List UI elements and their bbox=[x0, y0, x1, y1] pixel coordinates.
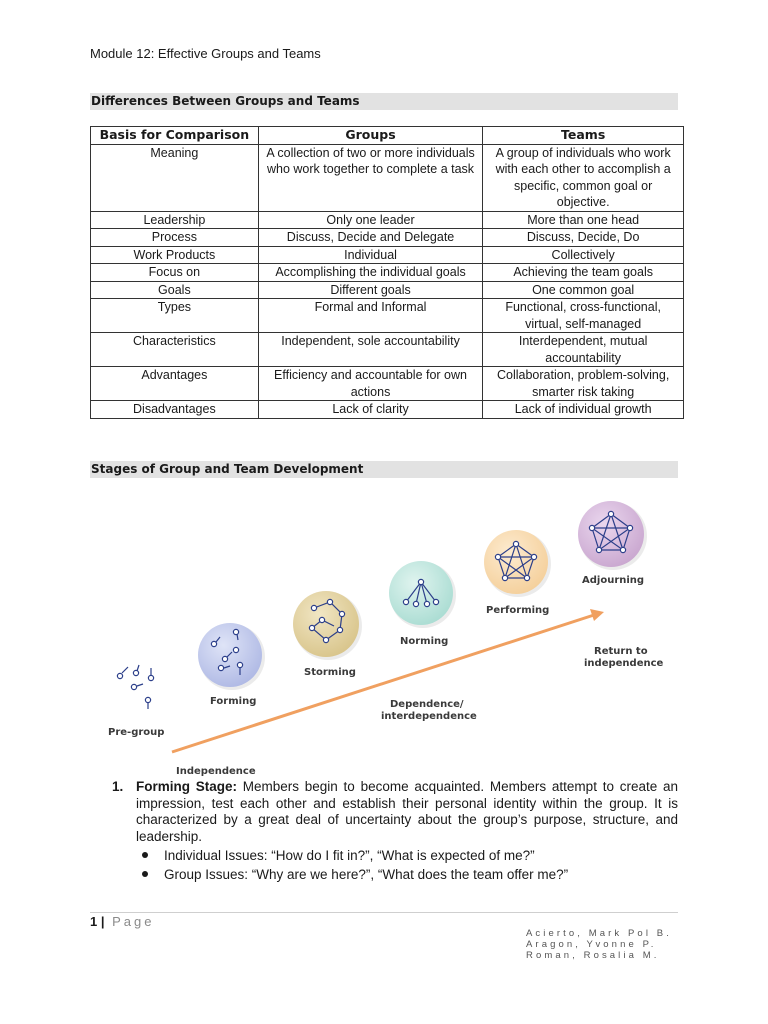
table-row bbox=[91, 229, 684, 247]
table-cell: Only one leader bbox=[258, 211, 483, 229]
author-line: Roman, Rosalia M. bbox=[526, 950, 660, 961]
stage-item-forming bbox=[112, 779, 678, 845]
table-row bbox=[91, 299, 684, 333]
table-cell: Disadvantages bbox=[91, 401, 259, 419]
table-row bbox=[91, 333, 684, 367]
bullet-icon bbox=[142, 871, 148, 877]
stage-number: 1. bbox=[112, 779, 124, 794]
norming-stage bbox=[389, 561, 456, 628]
label-forming: Forming bbox=[210, 696, 257, 707]
table-cell: Formal and Informal bbox=[258, 299, 483, 333]
table-cell: Meaning bbox=[91, 144, 259, 211]
table-cell: Discuss, Decide and Delegate bbox=[258, 229, 483, 247]
section-heading-differences: Differences Between Groups and Teams bbox=[90, 93, 678, 110]
table-row bbox=[91, 144, 684, 211]
section-heading-stages: Stages of Group and Team Development bbox=[90, 461, 678, 478]
team-development-diagram bbox=[90, 490, 684, 780]
table-cell: Collectively bbox=[483, 246, 684, 264]
table-cell: Advantages bbox=[91, 367, 259, 401]
table-header-basis: Basis for Comparison bbox=[91, 127, 259, 145]
bullet-list bbox=[142, 846, 568, 884]
table-header-groups: Groups bbox=[258, 127, 483, 145]
table-cell: Efficiency and accountable for own actions bbox=[258, 367, 483, 401]
table-header-row bbox=[91, 127, 684, 145]
table-row bbox=[91, 246, 684, 264]
table-cell: Lack of individual growth bbox=[483, 401, 684, 419]
table-cell: Characteristics bbox=[91, 333, 259, 367]
label-independence-return: independence bbox=[584, 658, 664, 669]
label-storming: Storming bbox=[304, 667, 356, 678]
table-cell: Functional, cross-functional, virtual, self-managed bbox=[483, 299, 684, 333]
table-header-teams: Teams bbox=[483, 127, 684, 145]
table-cell: Accomplishing the individual goals bbox=[258, 264, 483, 282]
label-performing: Performing bbox=[486, 605, 550, 616]
table-row bbox=[91, 401, 684, 419]
author-line: Aragon, Yvonne P. bbox=[526, 939, 657, 950]
table-cell: A group of individuals who work with each other to accomplish a specific, common goal or objective. bbox=[483, 144, 684, 211]
table-cell: Goals bbox=[91, 281, 259, 299]
performing-stage bbox=[484, 530, 551, 597]
table-cell: Interdependent, mutual accountability bbox=[483, 333, 684, 367]
table-cell: Focus on bbox=[91, 264, 259, 282]
table-cell: Achieving the team goals bbox=[483, 264, 684, 282]
storming-stage bbox=[293, 591, 362, 660]
page-word: Page bbox=[112, 914, 155, 929]
label-independence: Independence bbox=[176, 766, 256, 777]
table-cell: More than one head bbox=[483, 211, 684, 229]
table-cell: Process bbox=[91, 229, 259, 247]
label-pregroup: Pre-group bbox=[108, 727, 165, 738]
bullet-text: Individual Issues: “How do I fit in?”, “What is expected of me?” bbox=[164, 848, 535, 863]
table-cell: Leadership bbox=[91, 211, 259, 229]
table-cell: Work Products bbox=[91, 246, 259, 264]
pregroup-icon bbox=[117, 665, 153, 709]
stage-body bbox=[136, 779, 678, 845]
table-row bbox=[91, 367, 684, 401]
page-number-separator: | bbox=[100, 914, 105, 929]
label-adjourning: Adjourning bbox=[582, 575, 645, 586]
list-item bbox=[142, 846, 568, 865]
table-cell: A collection of two or more individuals who work together to complete a task bbox=[258, 144, 483, 211]
page-number-value: 1 bbox=[90, 914, 98, 929]
bullet-text: Group Issues: “Why are we here?”, “What does the team offer me?” bbox=[164, 867, 569, 882]
adjourning-stage bbox=[578, 501, 647, 570]
label-interdependence: interdependence bbox=[381, 711, 477, 722]
stage-description: Members begin to become acquainted. Members attempt to create an impression, test each other and establish their personal identity within the group. It is characterized by a great deal of uncertainty about the group’s purpose, structure, and leadership. bbox=[136, 779, 678, 844]
stage-title: Forming Stage: bbox=[136, 779, 238, 794]
table-cell: Individual bbox=[258, 246, 483, 264]
table-cell: Different goals bbox=[258, 281, 483, 299]
authors bbox=[526, 928, 672, 961]
table-row bbox=[91, 281, 684, 299]
table-cell: One common goal bbox=[483, 281, 684, 299]
module-title: Module 12: Effective Groups and Teams bbox=[90, 46, 321, 61]
label-dependence: Dependence/ bbox=[390, 699, 464, 710]
table-cell: Types bbox=[91, 299, 259, 333]
table-row bbox=[91, 211, 684, 229]
table-cell: Discuss, Decide, Do bbox=[483, 229, 684, 247]
list-item bbox=[142, 865, 568, 884]
table-row bbox=[91, 264, 684, 282]
table-cell: Independent, sole accountability bbox=[258, 333, 483, 367]
label-return-to: Return to bbox=[594, 646, 648, 657]
bullet-icon bbox=[142, 852, 148, 858]
progress-arrow-head bbox=[590, 609, 604, 621]
page-number bbox=[90, 914, 155, 929]
forming-stage bbox=[198, 623, 265, 690]
table-cell: Collaboration, problem-solving, smarter risk taking bbox=[483, 367, 684, 401]
author-line: Acierto, Mark Pol B. bbox=[526, 928, 672, 939]
comparison-table bbox=[90, 126, 684, 419]
footer-divider bbox=[90, 912, 678, 913]
table-cell: Lack of clarity bbox=[258, 401, 483, 419]
label-norming: Norming bbox=[400, 636, 449, 647]
